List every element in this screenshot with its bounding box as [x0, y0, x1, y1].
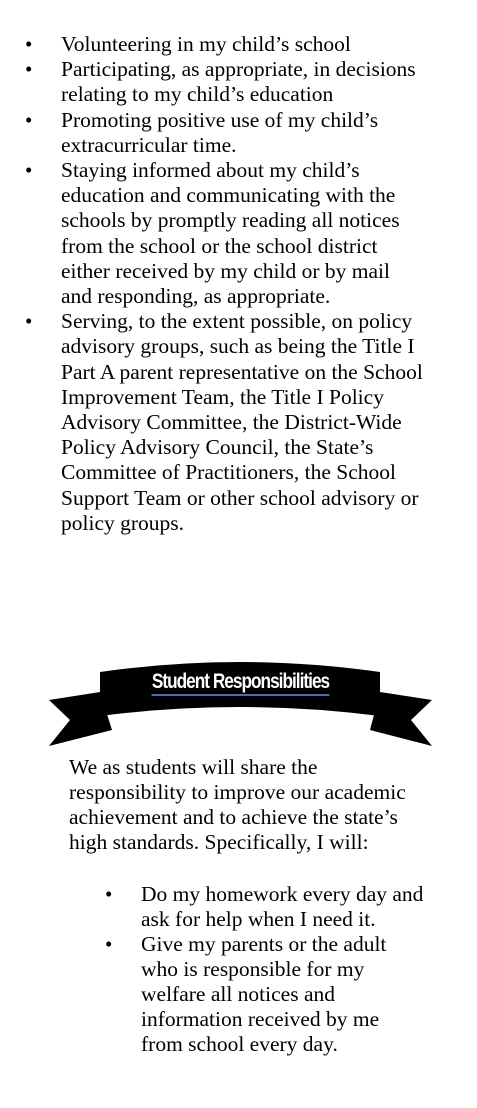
parent-responsibility-item: • Staying informed about my child’s education and communicating with the schools by promptly reading all notices from the school or the school district either received by my child or by mail and responding, as appropriate.: [24, 158, 424, 309]
parent-responsibility-item: • Promoting positive use of my child’s extracurricular time.: [24, 108, 424, 158]
banner-title-text: Student Responsibilities: [152, 670, 329, 696]
student-responsibilities-list: [104, 882, 424, 1057]
student-responsibility-item: • Give my parents or the adult who is responsible for my welfare all notices and information received by me from school every day.: [104, 932, 424, 1057]
student-responsibilities-banner: [48, 660, 433, 748]
banner-title: [83, 670, 399, 694]
parent-responsibility-item: • Volunteering in my child’s school: [24, 32, 424, 57]
student-responsibility-item: • Do my homework every day and ask for help when I need it.: [104, 882, 424, 932]
parent-responsibility-item: • Participating, as appropriate, in decisions relating to my child’s education: [24, 57, 424, 107]
parent-responsibilities-list: [24, 32, 424, 536]
parent-responsibility-item: • Serving, to the extent possible, on policy advisory groups, such as being the Title I Part A parent representative on the School Improvement Team, the Title I Policy Advisory Committee, the District-Wide Policy Advisory Council, the State’s Committee of Practitioners, the School Support Team or other school advisory or policy groups.: [24, 309, 424, 536]
student-intro-paragraph: We as students will share the responsibility to improve our academic achievement and to achieve the state’s high standards. Specifically, I will:: [69, 755, 406, 854]
